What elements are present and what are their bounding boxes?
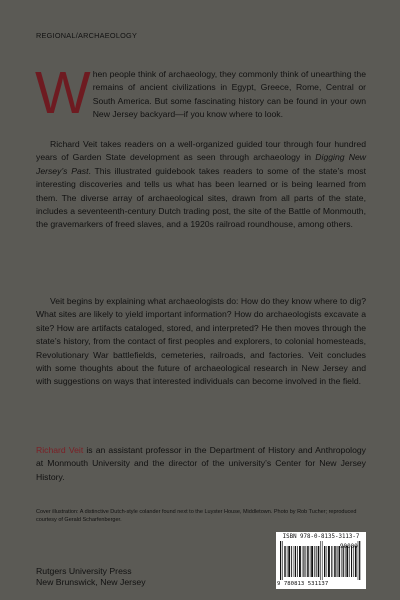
book-overview-paragraph: Veit begins by explaining what archaeologists do: How do they know where to dig? What sites are likely to yield important information? How do archaeologists excavate a site? How are artifacts cataloged, stored, and interpreted? He then moves through the state’s history, from the contact of first peoples and explorers, to colonial homesteads, Revolutionary War battlefields, cemeteries, railroads, and factories. Veit concludes with some thoughts about the future of archaeological research in New Jersey and with suggestions on ways that interested individuals can become involved in the field. xyxy=(36,296,366,387)
barcode-box xyxy=(276,532,366,589)
cover-credit: Cover illustration: A distinctive Dutch-style colander found next to the Luyster House, Middletown. Photo by Rob Tucher; reproduced courtesy of Gerald Scharfenberger. xyxy=(36,509,357,523)
author-bio-text: is an assistant professor in the Department of History and Anthropology at Monmouth University and the director of the university’s Center for New Jersey History. xyxy=(36,445,366,482)
book-description-paragraph xyxy=(36,138,366,232)
drop-cap: W xyxy=(35,60,90,126)
publisher-block xyxy=(36,566,146,588)
publisher-name: Rutgers University Press xyxy=(36,566,132,576)
intro-text: hen people think of archaeology, they commonly think of unearthing the remains of ancient civilizations in Egypt, Greece, Rome, Central or South America. But some fascinating history can be found in your own New Jersey backyard—if you know where to look. xyxy=(92,69,366,120)
publisher-location: New Brunswick, New Jersey xyxy=(36,577,146,588)
intro-paragraph xyxy=(35,60,366,126)
price-code: 90000 xyxy=(340,544,358,550)
book-title: Digging New Jersey’s Past xyxy=(36,152,366,176)
isbn-text: ISBN 978-0-8135-3113-7 xyxy=(282,534,360,540)
author-bio xyxy=(36,444,366,484)
author-name: Richard Veit xyxy=(36,445,84,455)
description-text-before-title: Richard Veit takes readers on a well-organized guided tour through four hundred years of Garden State development as seen through archaeology in xyxy=(36,139,366,163)
barcode-number: 9 780813 531137 xyxy=(277,581,329,587)
description-text-after-title: . This illustrated guidebook takes readers to some of the state’s most interesting discoveries and tells us what has been learned or is being learned from them. The diverse array of archaeological sites, drawn from all parts of the state, includes a seventeenth-century Dutch trading post, the site of the Battle of Monmouth, the gravemarkers of freed slaves, and a 1920s railroad roundhouse, among others. xyxy=(36,165,366,230)
category-label: REGIONAL/ARCHAEOLOGY xyxy=(36,31,138,40)
